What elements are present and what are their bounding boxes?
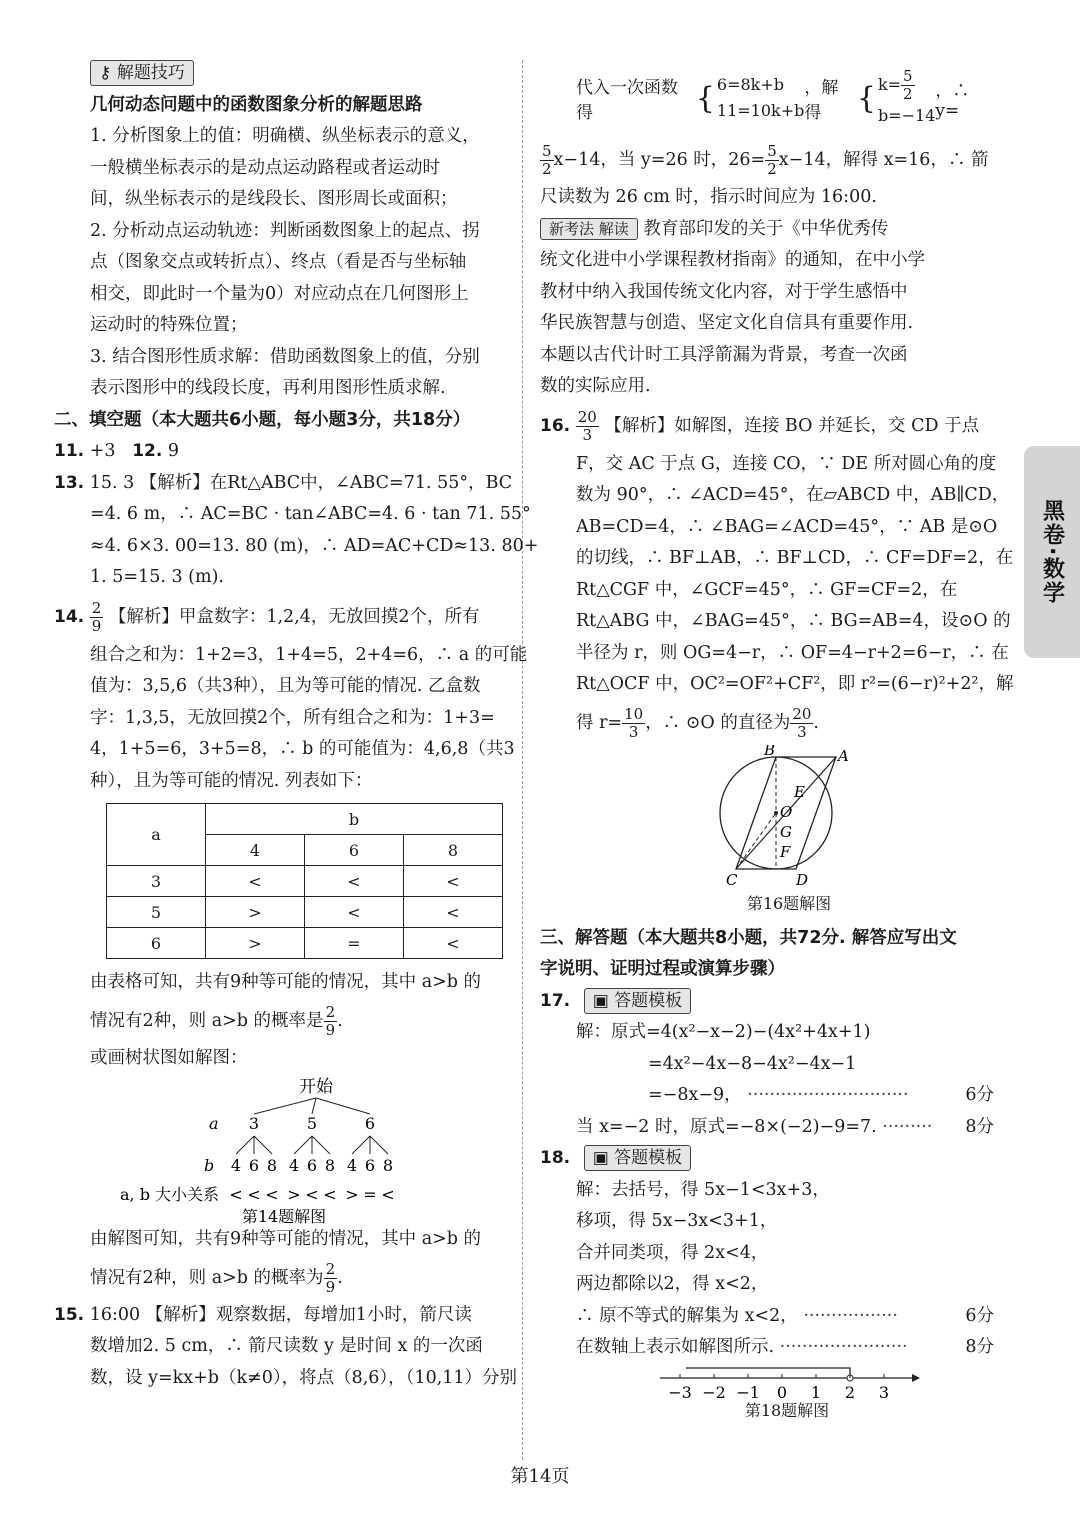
q17-step: 当 x=−2 时，原式=−8×(−2)−9=7. ········· 8分 [540, 1112, 998, 1144]
solution-ray [686, 1368, 850, 1378]
tree-a-label: a [209, 1114, 219, 1133]
tree-b-node: 8 [266, 1156, 278, 1175]
q16-text: F，交 AC 于点 G，连接 CO，∵ DE 所对圆心角的度 [576, 453, 997, 474]
tree-relation-label: a, b 大小关系 [120, 1185, 220, 1204]
table-conclusion: 由表格可知，共有9种等可能的情况，其中 a>b 的 [90, 972, 482, 992]
q12-answer: 9 [167, 441, 180, 461]
tree-intro: 或画树状图如解图： [90, 1047, 248, 1068]
q16-text: AB=CD=4，∴ ∠BAG=∠ACD=45°，∵ AB 是⊙O [576, 516, 998, 537]
label-c: C [726, 870, 738, 889]
center-point [774, 811, 778, 815]
tree-b-label: b [204, 1156, 215, 1175]
q18-step: 在数轴上表示如解图所示. ······················· 8分 [540, 1332, 998, 1364]
axis-tick-label: 3 [878, 1382, 890, 1402]
solution-system: k= $\frac{5}{2}$ b=−14 [877, 66, 936, 125]
axis-tick-label: 2 [844, 1382, 856, 1402]
q14-number: 14. [54, 606, 85, 627]
tree-relation: < [265, 1185, 279, 1204]
q16-figure [540, 745, 998, 895]
score: 6分 [965, 1085, 994, 1105]
q13-text: 15. 3 【解析】在Rt△ABC中，∠ABC=71. 55°，BC [89, 472, 513, 493]
q14-text: 种），且为等可能的情况. 列表如下： [90, 770, 373, 791]
probability-fraction: $\frac{2}{9}$ [325, 1002, 336, 1039]
tree-diagram [54, 1074, 510, 1224]
tree-relation: < [381, 1185, 395, 1204]
score: 8分 [965, 1337, 994, 1357]
q14-text: 字：1,3,5，无放回摸2个，所有组合之和为：1+3= [90, 707, 495, 728]
template-badge: ▣ 答题模板 [584, 988, 691, 1014]
q17-step: 解：原式=4(x²−x−2)−(4x²+4x+1) [576, 1022, 871, 1042]
tree-relation: < [323, 1185, 337, 1204]
tree-conclusion-probability: 情况有2种，则 a>b 的概率为 $\frac{2}{9}$ . [90, 1259, 343, 1296]
q15-line2: $\frac{5}{2}$ x−14，当 y=26 时，26= $\frac{5}{2}$ x−14，解得 x=16，∴ 箭 [542, 142, 989, 178]
q17-step: =4x²−4x−8−4x²−4x−1 [648, 1053, 857, 1074]
tree-b-branches [236, 1136, 388, 1154]
q13-text: 1. 5=15. 3 (m). [90, 567, 224, 587]
q16-text: 的切线，∴ BF⊥AB，∴ BF⊥CD，∴ CF=DF=2，在 [576, 548, 1014, 568]
tree-branch [254, 1098, 316, 1114]
tips-line: 间，纵坐标表示的是线段长、图形周长或面积； [90, 189, 458, 209]
new-exam-line: 新考法 解读 教育部印发的关于《中华优秀传 [540, 214, 998, 246]
q17-step: =−8x−9， ····························· 6分 [540, 1080, 998, 1112]
book-icon: ▣ [592, 990, 615, 1011]
q16-text: Rt△OCF 中，OC²=OF²+CF²，即 r²=(6−r)²+2²，解 [576, 674, 1014, 694]
q17-number: 17. [540, 990, 571, 1011]
table-head-b: b [206, 804, 503, 835]
q15-substitution: 代入一次函数得 { 6=8k+b 11=10k+b ，解得 { k= $\frac{5}{2}$ b=−14 ，∴ y= [540, 58, 998, 138]
label-d: D [796, 870, 809, 889]
q11-q12-answers [54, 436, 510, 468]
tree-b-node: 8 [382, 1156, 394, 1175]
tree-b-node: 4 [230, 1156, 242, 1175]
q15-text: 数，设 y=kx+b（k≠0），将点（8,6），（10,11）分别 [90, 1367, 518, 1388]
q13-text: ≈4. 6×3. 00=13. 80 (m)，∴ AD=AC+CD≈13. 80+ [90, 535, 539, 556]
q16-text: Rt△CGF 中，∠GCF=45°，∴ GF=CF=2，在 [576, 579, 958, 600]
tree-conclusion: 由解图可知，共有9种等可能的情况，其中 a>b 的 [90, 1229, 482, 1249]
new-exam-text: 统文化进中小学课程教材指南》的通知，在中小学 [540, 250, 925, 270]
q14-text: 值为：3,5,6（共3种），且为等可能的情况. 乙盒数 [90, 676, 481, 696]
table-col: 4 [206, 835, 305, 866]
tree-relation: > [345, 1185, 359, 1204]
equation-system: 6=8k+b 11=10k+b [716, 75, 805, 120]
q16-number: 16. [540, 415, 571, 436]
tree-relation: > [287, 1185, 301, 1204]
new-exam-text: 教材中纳入我国传统文化内容，对于学生感悟中 [540, 281, 908, 302]
right-column [540, 58, 1014, 1424]
q18-header [540, 1143, 998, 1175]
tree-b-node: 6 [364, 1156, 376, 1175]
label-f: F [780, 842, 791, 861]
left-column [54, 58, 539, 1394]
table-col: 6 [305, 835, 404, 866]
label-o: O [780, 802, 793, 821]
section3-title-cont: 字说明、证明过程或演算步骤） [540, 959, 785, 979]
tree-relation: = [363, 1185, 377, 1204]
tree-branch [312, 1098, 316, 1114]
axis-tick-label: −1 [736, 1382, 760, 1402]
tree-b-node: 4 [346, 1156, 358, 1175]
label-g: G [780, 822, 792, 841]
q16-caption: 第16题解图 [746, 893, 832, 913]
q18-step: 两边都除以2，得 x<2， [576, 1274, 769, 1294]
q17-header [540, 986, 998, 1018]
q14-answer-fraction: $\frac{2}{9}$ [91, 598, 102, 635]
tree-b-node: 6 [248, 1156, 260, 1175]
q16-text: 半径为 r，则 OG=4−r，∴ OF=4−r+2=6−r，∴ 在 [576, 642, 1009, 663]
book-icon: ▣ [592, 1148, 615, 1168]
tips-badge: ⚷ 解题技巧 [90, 60, 194, 86]
brace: { [695, 80, 715, 116]
axis-arrow [912, 1374, 920, 1382]
q16-line [540, 403, 998, 449]
axis-tick-label: −2 [702, 1382, 726, 1402]
tree-relation: < [305, 1185, 319, 1204]
section3-title: 三、解答题（本大题共8小题，共72分. 解答应写出文 [540, 927, 957, 948]
page-number: 第14页 [510, 1466, 570, 1487]
q15-line3: 尺读数为 26 cm 时，指示时间应为 16:00. [540, 187, 877, 207]
tree-relation: < [229, 1185, 243, 1204]
q16-text: 数为 90°，∴ ∠ACD=45°，在▱ABCD 中，AB∥CD， [576, 485, 1010, 505]
axis-tick-label: 1 [810, 1382, 822, 1402]
tips-line: 运动时的特殊位置； [90, 315, 248, 335]
section2-title: 二、填空题（本大题共6小题，每小题3分，共18分） [54, 409, 471, 430]
tips-header [90, 58, 510, 90]
q18-step: 解：去括号，得 5x−1<3x+3， [576, 1179, 830, 1200]
tips-line: 表示图形中的线段长度，再利用图形性质求解. [90, 378, 446, 398]
q15-text: 16:00 【解析】观察数据，每增加1小时，箭尺读 [89, 1304, 472, 1325]
tips-line: 3. 结合图形性质求解：借助函数图象上的值，分别 [90, 346, 480, 367]
label-b: B [764, 744, 776, 759]
tree-a-node: 5 [306, 1114, 318, 1133]
tree-b-node: 8 [324, 1156, 336, 1175]
q18-caption: 第18题解图 [744, 1400, 830, 1420]
tips-line: 一般横坐标表示的是动点运动路程或者运动时 [90, 157, 440, 178]
table-col: 8 [404, 835, 503, 866]
axis-tick-label: 0 [776, 1382, 788, 1402]
table-head-a: a [107, 804, 206, 866]
tree-relation: < [247, 1185, 261, 1204]
label-e: E [794, 782, 805, 801]
score: 6分 [965, 1305, 994, 1326]
q14-text: 【解析】甲盒数字：1,2,4，无放回摸2个，所有 [108, 606, 480, 627]
q16-text: 【解析】如解图，连接 BO 并延长，交 CD 于点 [604, 415, 980, 436]
q16-answer-fraction: $\frac{20}{3}$ [577, 407, 597, 444]
brace: { [856, 80, 876, 116]
label-a: A [838, 746, 849, 765]
q14-line [54, 594, 510, 640]
tips-line: 相交，即此时一个量为0）对应动点在几何图形上 [90, 283, 469, 304]
new-exam-text: 华民族智慧与创造、坚定文化自信具有重要作用. [540, 313, 914, 333]
q11-number: 11. [54, 441, 85, 461]
q13-line [54, 468, 513, 500]
new-exam-text: 本题以古代计时工具浮箭漏为背景，考查一次函 [540, 344, 908, 365]
q14-text: 组合之和为：1+2=3，1+4=5，2+4=6，∴ a 的可能 [90, 644, 528, 665]
q13-text: =4. 6 m，∴ AC=BC · tan∠ABC=4. 6 · tan 71. 55° [90, 504, 531, 524]
q15-line [54, 1300, 510, 1332]
tree-root: 开始 [299, 1077, 333, 1097]
tree-a-node: 3 [248, 1114, 260, 1133]
q15-text: 数增加2. 5 cm，∴ 箭尺读数 y 是时间 x 的一次函 [90, 1336, 483, 1356]
tree-a-node: 6 [364, 1114, 376, 1133]
q18-step: ∴ 原不等式的解集为 x<2， ················· 6分 [540, 1301, 998, 1333]
q13-number: 13. [54, 472, 85, 493]
axis-tick-label: −3 [668, 1382, 692, 1402]
probability-fraction: $\frac{2}{9}$ [325, 1259, 336, 1296]
tree-branch [316, 1098, 370, 1114]
q18-step: 合并同类项，得 2x<4， [576, 1242, 769, 1263]
comparison-table [106, 803, 503, 959]
column-divider [522, 60, 523, 1460]
score: 8分 [965, 1116, 994, 1137]
q14-text: 4，1+5=6，3+5=8，∴ b 的可能值为：4,6,8（共3 [90, 739, 515, 759]
tree-b-node: 6 [306, 1156, 318, 1175]
q15-number: 15. [54, 1304, 85, 1325]
q16-conclusion: 得 r= $\frac{10}{3}$ ，∴ ⊙O 的直径为 $\frac{20}{3}$ . [576, 704, 819, 741]
q12-number: 12. [132, 441, 163, 461]
tips-title: 几何动态问题中的函数图象分析的解题思路 [90, 94, 423, 115]
tips-line: 点（图象交点或转折点）、终点（看是否与坐标轴 [90, 252, 467, 272]
template-badge: ▣ 答题模板 [584, 1145, 691, 1171]
q16-text: Rt△ABG 中，∠BAG=45°，∴ BG=AB=4，设⊙O 的 [576, 611, 1011, 631]
new-exam-text: 数的实际应用. [540, 376, 651, 396]
q18-step: 移项，得 5x−3x<3+1， [576, 1211, 778, 1231]
key-icon: ⚷ [99, 63, 117, 83]
tips-line: 2. 分析动点运动轨迹：判断函数图象上的起点、拐 [90, 220, 480, 241]
tree-caption: 第14题解图 [241, 1207, 327, 1224]
q18-number: 18. [540, 1148, 571, 1168]
subject-tab: 黑卷·数学 [1024, 446, 1080, 658]
table-row: 5 > < < [107, 897, 503, 928]
q11-answer: +3 [89, 441, 116, 461]
table-row: 3 < < < [107, 866, 503, 897]
segment-co [736, 813, 776, 869]
new-exam-badge: 新考法 解读 [540, 218, 638, 240]
tree-b-node: 4 [288, 1156, 300, 1175]
table-conclusion-probability: 情况有2种，则 a>b 的概率是 $\frac{2}{9}$ . [90, 1002, 343, 1039]
tips-line: 1. 分析图象上的值：明确横、纵坐标表示的意义， [90, 126, 480, 146]
table-row: 6 > = < [107, 928, 503, 959]
